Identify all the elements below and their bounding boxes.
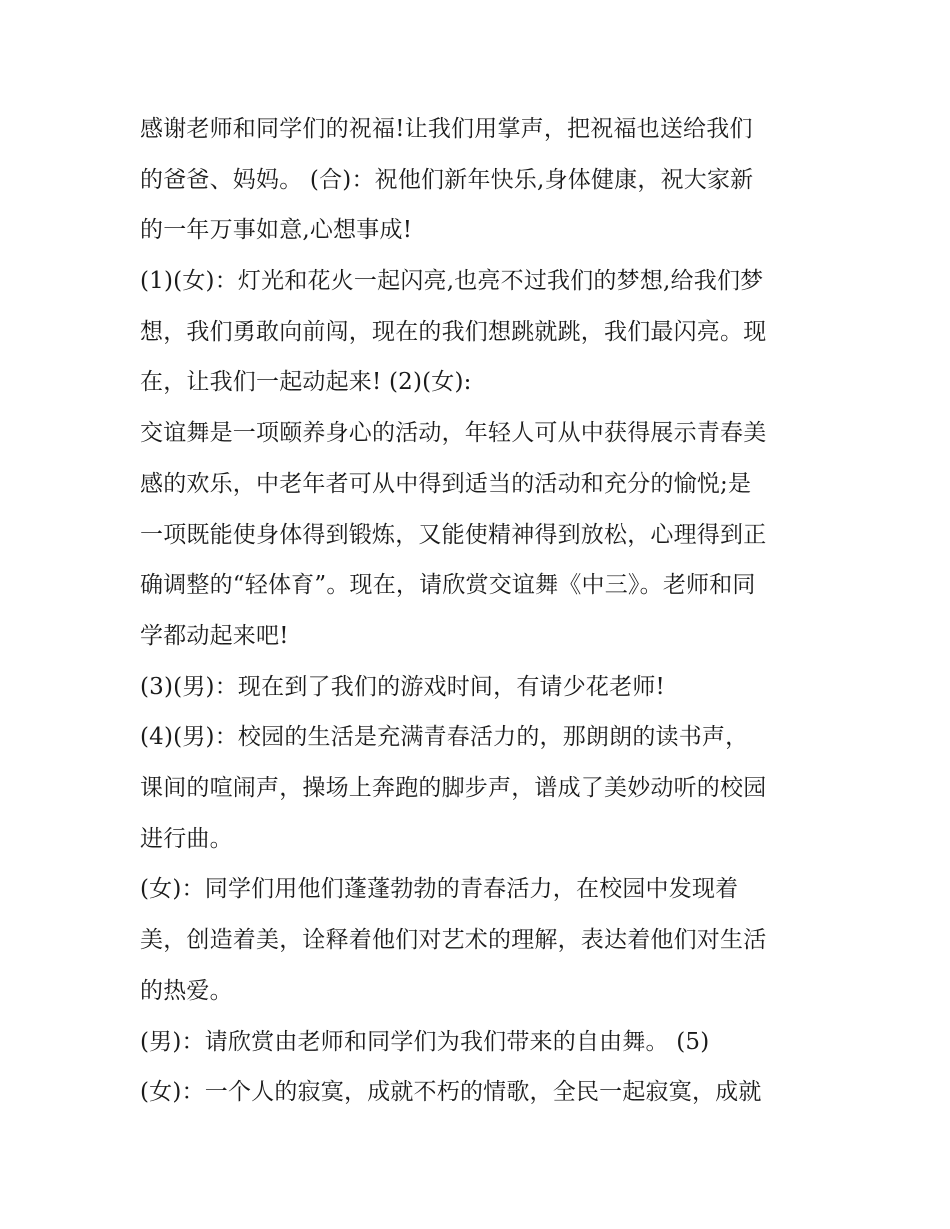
text-line: (男)：请欣赏由老师和同学们为我们带来的自由舞。 (5) <box>140 1029 710 1055</box>
text-line: (4)(男)：校园的生活是充满青春活力的，那朗朗的读书声， <box>140 724 749 750</box>
text-line: 的热爱。 <box>140 978 233 1004</box>
text-line: 感谢老师和同学们的祝福!让我们用掌声，把祝福也送给我们 <box>140 116 753 142</box>
text-line: 课间的喧闹声，操场上奔跑的脚步声，谱成了美妙动听的校园 <box>140 775 767 801</box>
text-line: 一项既能使身体得到锻炼，又能使精神得到放松，心理得到正 <box>140 522 767 548</box>
text-line: 美，创造着美，诠释着他们对艺术的理解，表达着他们对生活 <box>140 927 767 953</box>
text-line: (女)：同学们用他们蓬蓬勃勃的青春活力，在校园中发现着 <box>140 876 739 902</box>
text-line: 想，我们勇敢向前闯，现在的我们想跳就跳，我们最闪亮。现 <box>140 319 767 345</box>
text-line: (1)(女)：灯光和花火一起闪亮,也亮不过我们的梦想,给我们梦 <box>140 268 764 294</box>
text-line: (女)：一个人的寂寞，成就不朽的情歌，全民一起寂寞，成就 <box>140 1079 762 1105</box>
text-line: 确调整的“轻体育”。现在，请欣赏交谊舞《中三》。老师和同 <box>140 572 756 598</box>
text-line: 的一年万事如意,心想事成! <box>140 217 413 243</box>
text-line: 的爸爸、妈妈。 (合)：祝他们新年快乐,身体健康，祝大家新 <box>140 167 754 193</box>
text-line: 感的欢乐，中老年者可从中得到适当的活动和充分的愉悦;是 <box>140 471 752 497</box>
text-line: 交谊舞是一项颐养身心的活动，年轻人可从中获得展示青春美 <box>140 420 767 446</box>
text-line: 学都动起来吧! <box>140 623 289 649</box>
text-line: (3)(男)：现在到了我们的游戏时间，有请少花老师! <box>140 674 665 700</box>
text-line: 进行曲。 <box>140 826 233 852</box>
text-line: 在，让我们一起动起来! (2)(女): <box>140 369 472 395</box>
